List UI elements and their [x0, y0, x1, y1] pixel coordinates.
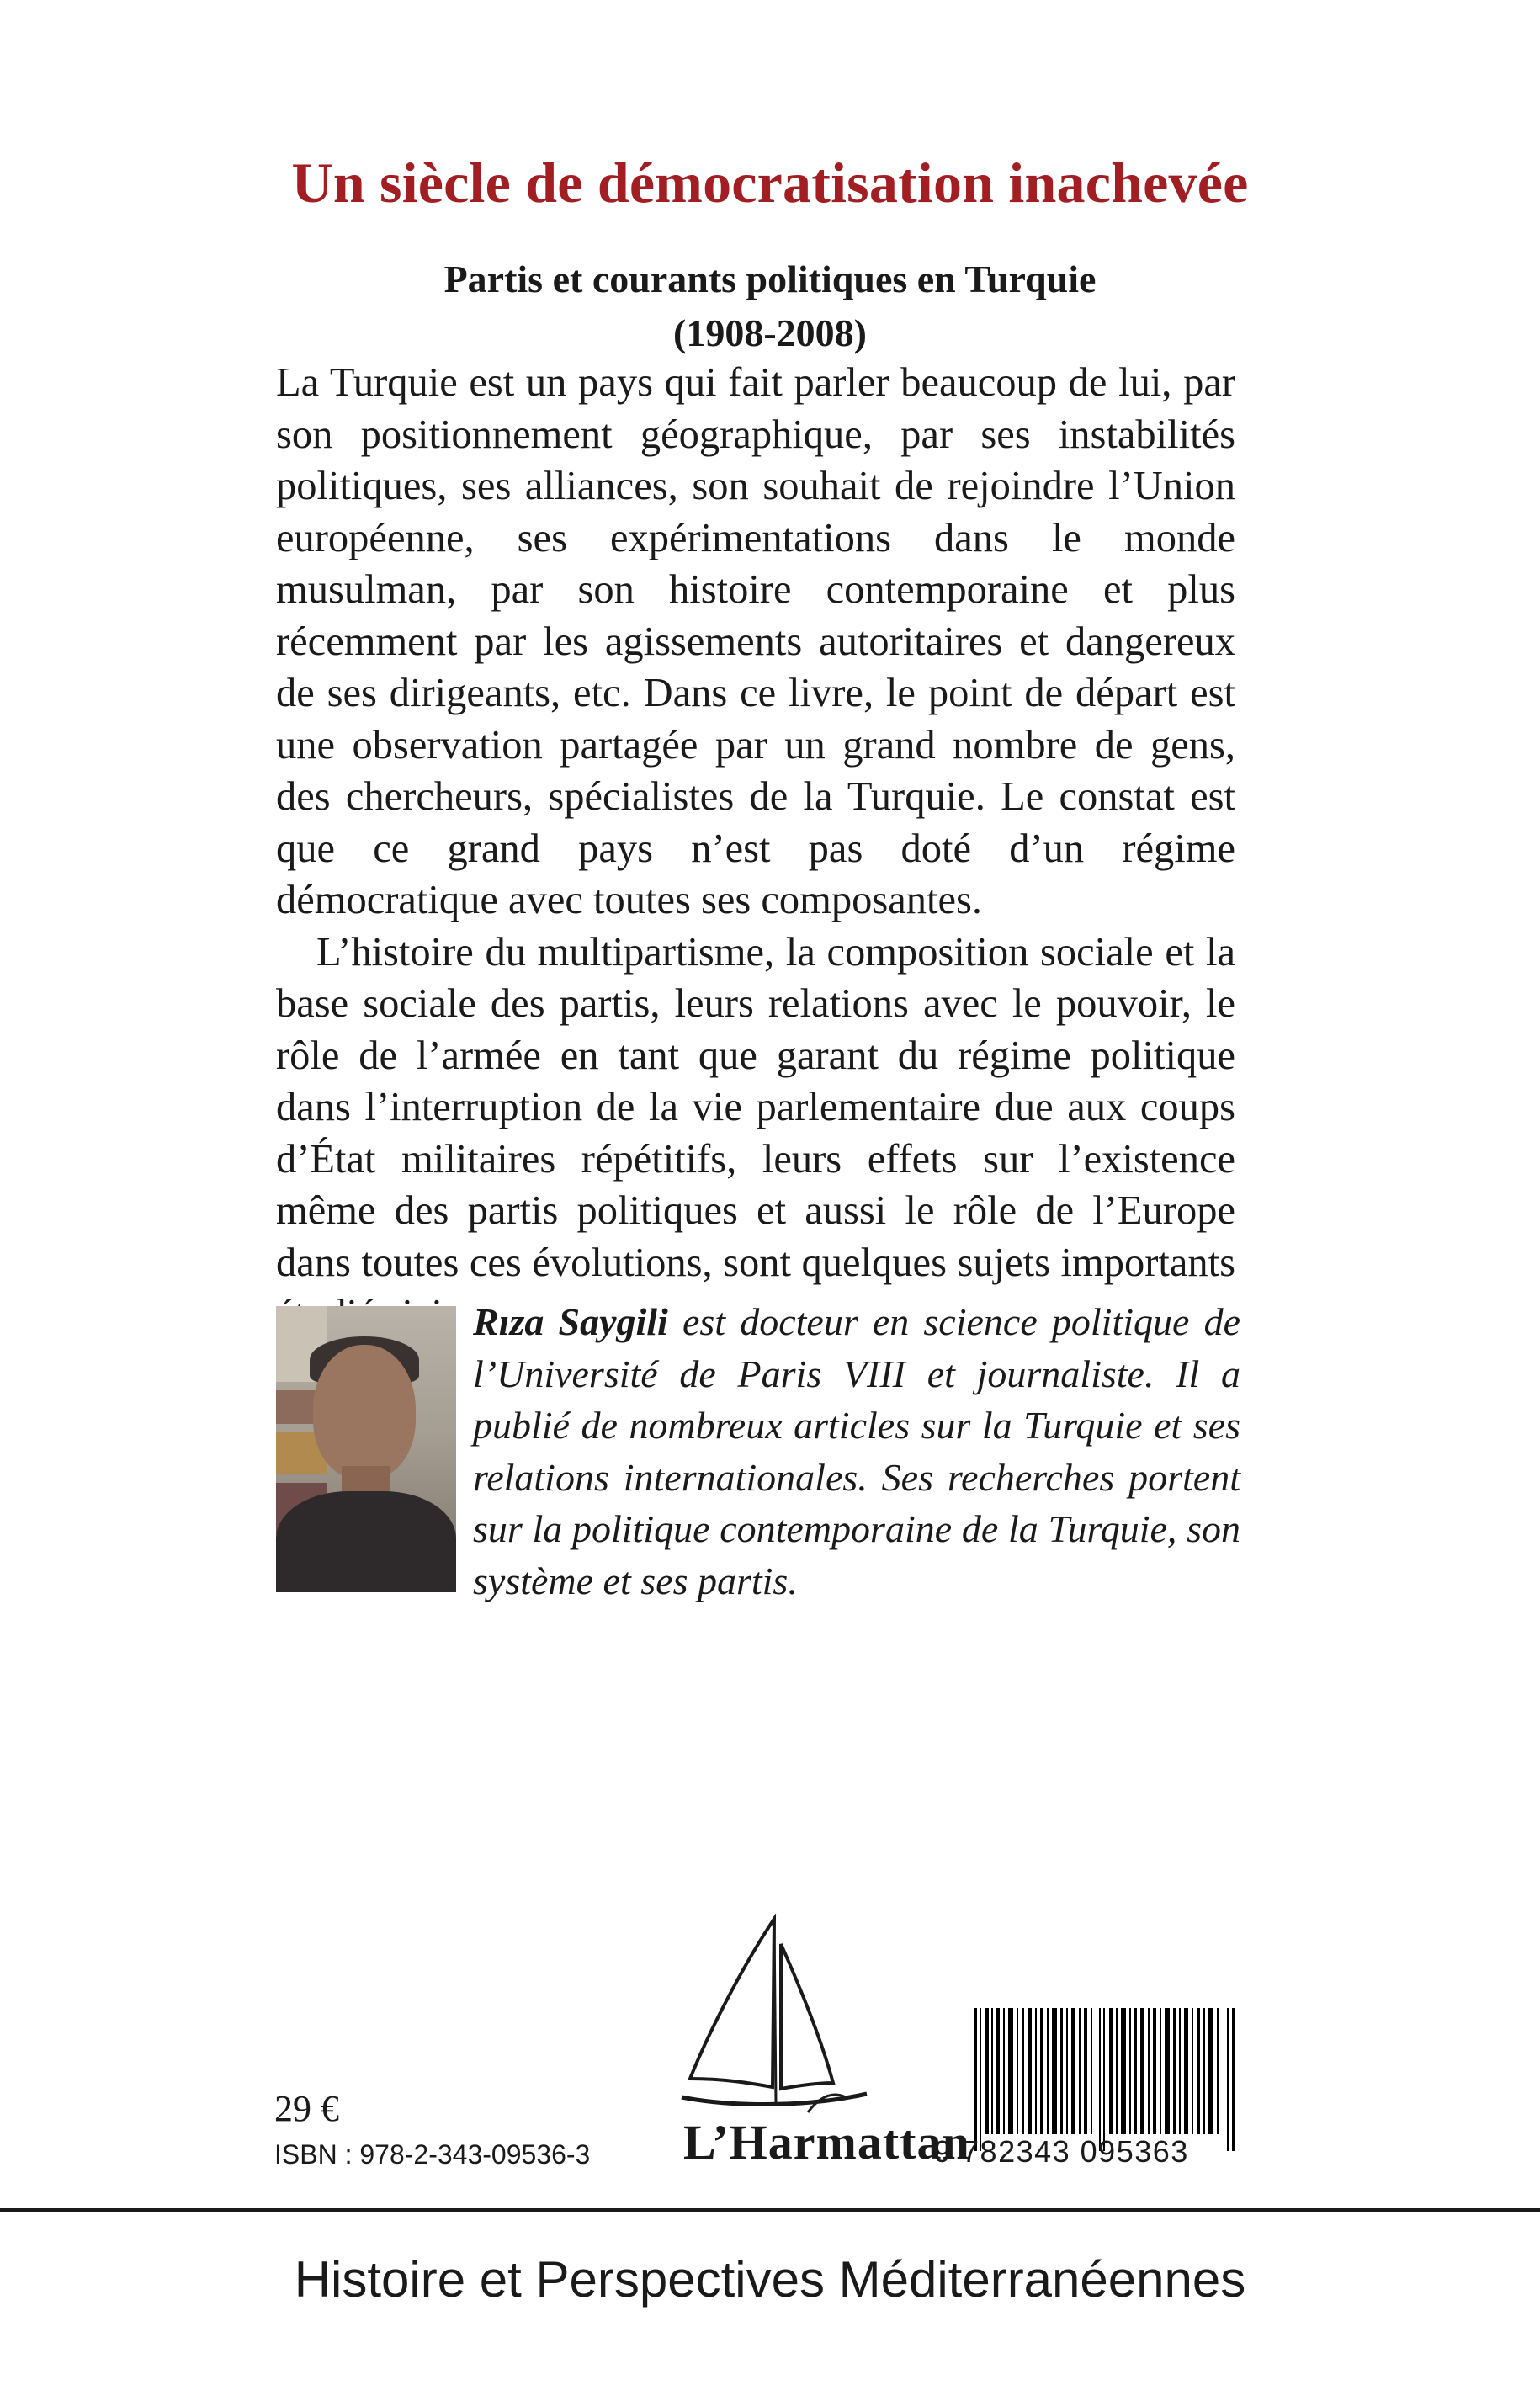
blurb-paragraph-1: La Turquie est un pays qui fait parler beaucoup de lui, par son positionnement géographique, par ses instabilités politiques, ses alliances, son souhait de rejoindre l’Union européenne, ses expérimentations dans le monde musulman, par son histoire contemporaine et plus récemment par les agissements autoritaires et dangereux de ses dirigeants, etc. Dans ce livre, le point de départ est une observation partagée par un grand nombre de gens, des chercheurs, spécialistes de la Turquie. Le constat est que ce grand pays n’est pas doté d’un régime démocratique avec toutes ses composantes. [276, 360, 1235, 922]
author-photo [276, 1306, 456, 1592]
barcode-digits: 9 782343 095363 [934, 2134, 1189, 2169]
back-cover-blurb [276, 357, 1235, 1341]
publisher-name: L’Harmattan [683, 2115, 970, 2170]
author-name: Rıza Saygili [473, 1300, 668, 1343]
barcode-icon [974, 2008, 1235, 2151]
price: 29 € [274, 2088, 339, 2129]
author-bio-text: est docteur en science politique de l’Université de Paris VIII et journaliste. Il a publié de nombreux articles sur la Turquie et ses relations internationales. Ses recherches portent sur la politique contemporaine de la Turquie, son système et ses partis. [473, 1300, 1240, 1602]
isbn: ISBN : 978-2-343-09536-3 [274, 2139, 591, 2170]
subtitle-dates: (1908-2008) [673, 311, 867, 354]
author-bio [473, 1296, 1240, 1607]
footer-divider [0, 2208, 1540, 2212]
blurb-paragraph-2: L’histoire du multipartisme, la composition sociale et la base sociale des partis, leurs relations avec le pouvoir, le rôle de l’armée en tant que garant du régime politique dans l’interruption de la vie parlementaire due aux coups d’État militaires répétitifs, leurs effets sur l’existence même des partis politiques et aussi le rôle de l’Europe dans toutes ces évolutions, sont quelques sujets importants [276, 929, 1235, 1285]
series-name: Histoire et Perspectives Méditerranéennes [294, 2251, 1246, 2308]
subtitle-line: Partis et courants politiques en Turquie [443, 258, 1097, 300]
book-subtitle [0, 252, 1540, 360]
book-title: Un siècle de démocratisation inachevée [291, 151, 1249, 215]
